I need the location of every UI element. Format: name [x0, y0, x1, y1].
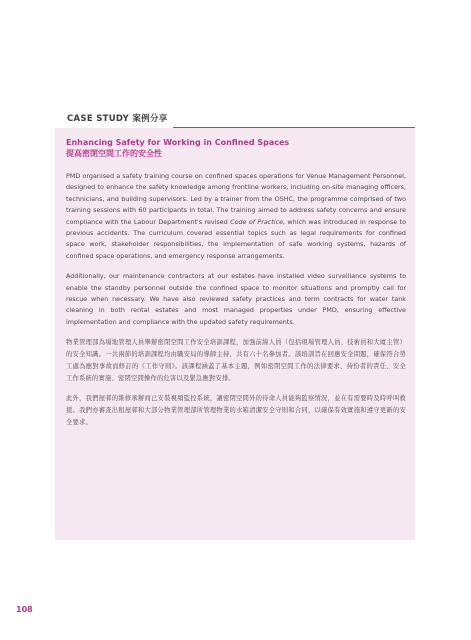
paragraph-training-part1: PMD organised a safety training course on confined spaces operations for Venue Management Personnel, designed to enhance the safety knowledge among frontline workers, including on-site managing officers, technicians, and building supervisors. Led by a trainer from the OSHC, the programme comprised of two training sessions with 60 participants in total. The training aimed to address safety concerns and ensure compliance with the Labour Department's revised	[66, 172, 406, 226]
case-study-content	[66, 137, 406, 437]
paragraph-surveillance: Additionally, our maintenance contractors at our estates have installed video surveillance systems to enable the standby personnel outside the confined space to monitor situations and promptly call for rescue when necessary. We have also reviewed safety practices and term contracts for water tank cleaning in both rental estates and most managed properties under PMD, ensuring effective implementation and compliance with the updated safety requirements.	[66, 272, 406, 326]
page-number: 108	[16, 605, 33, 614]
code-of-practice-title: Code of Practice	[230, 217, 284, 226]
paragraph-surveillance-zh: 此外，我們屋邨的維修承辦商已安裝視頻監控系統，讓密閉空間外的待命人員能夠監察情況，並在有需要時及時呼叫救援。我們亦審查出租屋邨和大部分物業管理部所管理物業的水箱清潔安全守則和合同，以確保有效實施和遵守更新的安全要求。	[66, 395, 406, 427]
case-study-heading-zh: 提高密閉空間工作的安全性	[66, 149, 162, 158]
case-study-heading-en: Enhancing Safety for Working in Confined Spaces	[66, 138, 290, 147]
paragraph-training-part2: , which was introduced in response to previous accidents. The curriculum covered essential topics such as legal requirements for confined space work, stakeholder responsibilities, the implementation of safe working systems, hazards of confined space operations, and emergency response arrangements.	[66, 217, 406, 260]
paragraph-training	[66, 171, 406, 262]
case-study-label: CASE STUDY 案例分享	[67, 114, 168, 124]
paragraph-training-zh: 物業管理部為場地管理人員舉辦密閉空間工作安全培訓課程，加強前線人員（包括現場管理人員、技術員和大廈主管）的安全知識。一共兩節的培訓課程均由職安局的導師主持，共有六十名參加者。該培訓旨在回應安全問題，確保符合勞工處為應對事故而修訂的《工作守則》。該課程涵蓋了基本主題，例如密閉空間工作的法律要求、持份者的責任、安全工作系統的實施、密閉空間操作的危害以及緊急應對安排。	[66, 339, 406, 383]
case-study-tab	[55, 108, 173, 128]
